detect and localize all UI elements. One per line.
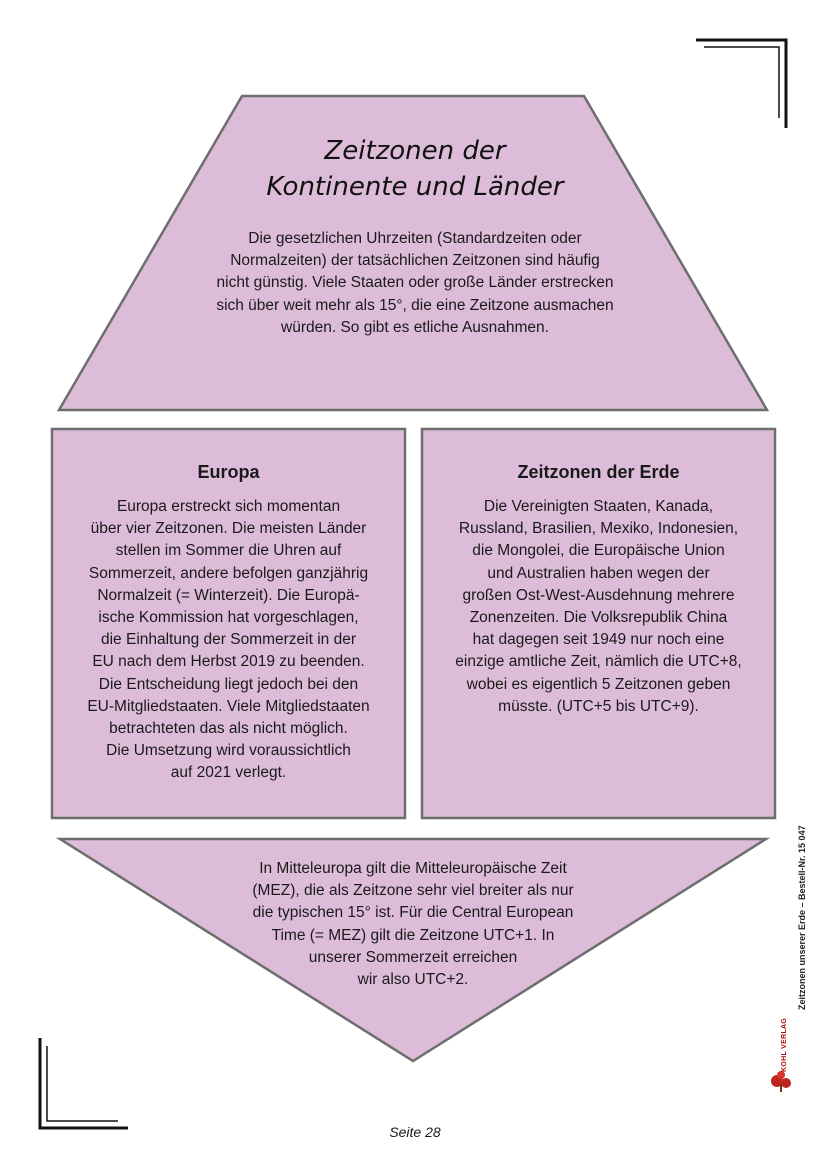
intro-text xyxy=(170,228,660,339)
europa-line: Die Umsetzung wird voraussichtlich xyxy=(106,742,351,760)
mitteleuropa-line: die typischen 15° ist. Für die Central European xyxy=(252,904,574,922)
erde-line: Russland, Brasilien, Mexiko, Indonesien, xyxy=(458,520,739,538)
publisher-name: KOHL VERLAG xyxy=(781,1017,788,1072)
erde-line: Die Vereinigten Staaten, Kanada, xyxy=(483,498,714,515)
corner-decoration-top-right xyxy=(696,40,786,128)
erde-content xyxy=(425,460,772,718)
intro-line: würden. So gibt es etliche Ausnahmen. xyxy=(281,318,549,336)
erde-line: und Australien haben wegen der xyxy=(487,564,710,582)
mitteleuropa-line: unserer Sommerzeit erreichen xyxy=(308,948,518,966)
mitteleuropa-line: wir also UTC+2. xyxy=(357,971,469,989)
erde-title: Zeitzonen der Erde xyxy=(517,462,680,482)
title-line-2: Kontinente und Länder xyxy=(266,172,564,202)
europa-line: über vier Zeitzonen. Die meisten Länder xyxy=(90,520,367,538)
erde-line: müsste. (UTC+5 bis UTC+9). xyxy=(498,697,699,715)
europa-line: betrachteten das als nicht möglich. xyxy=(109,720,348,738)
europa-line: Europa erstreckt sich momentan xyxy=(116,498,341,515)
erde-line: Zonenzeiten. Die Volksrepublik China xyxy=(469,609,728,627)
intro-line: nicht günstig. Viele Staaten oder große Länder erstrecken xyxy=(216,274,614,292)
europa-line: Die Entscheidung liegt jedoch bei den xyxy=(98,675,359,693)
intro-line: Normalzeiten) der tatsächlichen Zeitzonen sind häufig xyxy=(230,252,600,270)
europa-title: Europa xyxy=(197,462,260,482)
publisher-logo-icon xyxy=(771,1071,791,1092)
page-number: Seite 28 xyxy=(389,1124,441,1140)
erde-line: einzige amtliche Zeit, nämlich die UTC+8, xyxy=(455,653,742,671)
intro-line: Die gesetzlichen Uhrzeiten (Standardzeiten oder xyxy=(248,230,582,247)
mitteleuropa-content xyxy=(200,858,626,991)
europa-line: EU nach dem Herbst 2019 zu beenden. xyxy=(92,653,365,671)
europa-line: stellen im Sommer die Uhren auf xyxy=(115,542,342,560)
mitteleuropa-line: Time (= MEZ) gilt die Zeitzone UTC+1. In xyxy=(271,926,555,944)
title-line-1: Zeitzonen der xyxy=(324,136,506,166)
europa-line: Normalzeit (= Winterzeit). Die Europä- xyxy=(97,586,360,604)
side-order-text: Zeitzonen unserer Erde – Bestell-Nr. 15 047 xyxy=(797,825,807,1010)
europa-line: Sommerzeit, andere befolgen ganzjährig xyxy=(88,564,369,582)
erde-line: hat dagegen seit 1949 nur noch eine xyxy=(472,631,725,649)
erde-line: großen Ost-West-Ausdehnung mehrere xyxy=(462,586,735,604)
mitteleuropa-line: (MEZ), die als Zeitzone sehr viel breiter als nur xyxy=(252,882,574,900)
erde-line: die Mongolei, die Europäische Union xyxy=(472,542,725,560)
europa-line: die Einhaltung der Sommerzeit in der xyxy=(100,631,357,649)
europa-line: ische Kommission hat vorgeschlagen, xyxy=(98,609,359,627)
corner-decoration-bottom-left xyxy=(40,1038,128,1128)
page-title xyxy=(200,133,630,205)
europa-line: auf 2021 verlegt. xyxy=(170,764,287,782)
intro-line: sich über weit mehr als 15°, die eine Zeitzone ausmachen xyxy=(216,296,614,314)
erde-line: wobei es eigentlich 5 Zeitzonen geben xyxy=(466,675,731,693)
europa-content xyxy=(55,460,402,785)
europa-line: EU-Mitgliedstaaten. Viele Mitgliedstaaten xyxy=(87,697,370,715)
mitteleuropa-line: In Mitteleuropa gilt die Mitteleuropäische Zeit xyxy=(259,860,567,877)
